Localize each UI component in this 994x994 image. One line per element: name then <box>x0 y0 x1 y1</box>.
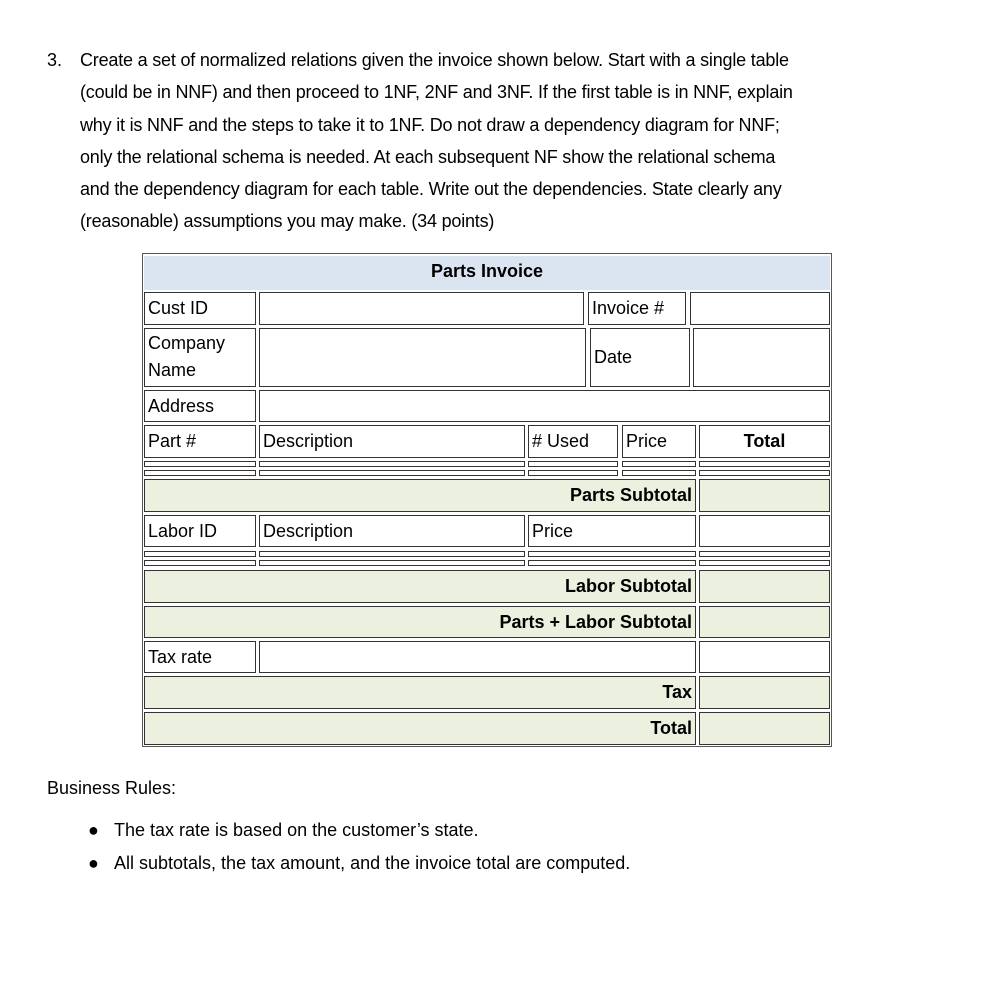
date-label: Date <box>590 328 690 387</box>
parts-labor-subtotal-value <box>699 606 830 638</box>
business-rule-text: The tax rate is based on the customer’s state. <box>114 820 479 840</box>
labor-price-header: Price <box>528 515 696 547</box>
question-line: why it is NNF and the steps to take it to 1NF. Do not draw a dependency diagram for NNF; <box>80 114 780 135</box>
parts-line-row <box>259 461 525 467</box>
parts-line-row <box>622 470 696 476</box>
tax-rate-label: Tax rate <box>144 641 256 673</box>
price-header: Price <box>622 425 696 458</box>
date-value <box>693 328 830 387</box>
business-rule-text: All subtotals, the tax amount, and the invoice total are computed. <box>114 853 631 873</box>
labor-subtotal-value <box>699 570 830 603</box>
parts-line-row <box>699 461 830 467</box>
invoice-title: Parts Invoice <box>144 256 830 290</box>
invoice-no-value <box>690 292 830 325</box>
labor-line-row <box>528 551 696 557</box>
question-line: and the dependency diagram for each table. Write out the dependencies. State clearly any <box>80 179 782 200</box>
labor-line-row <box>259 551 525 557</box>
parts-line-row <box>528 461 618 467</box>
parts-subtotal-value <box>699 479 830 512</box>
labor-subtotal-label: Labor Subtotal <box>144 570 696 603</box>
address-value <box>259 390 830 422</box>
tax-rate-extra <box>699 641 830 673</box>
invoice-no-label: Invoice # <box>588 292 686 325</box>
business-rules-heading: Business Rules: <box>47 778 177 798</box>
labor-line-row <box>144 560 256 566</box>
parts-line-row <box>144 461 256 467</box>
grand-total-value <box>699 712 830 745</box>
question-line: (reasonable) assumptions you may make. (34 points) <box>80 211 495 232</box>
question-line: only the relational schema is needed. At each subsequent NF show the relational schema <box>80 146 776 167</box>
parts-line-row <box>528 470 618 476</box>
question-number: 3. <box>47 50 63 70</box>
company-name-label: Company Name <box>144 328 256 387</box>
question-line: Create a set of normalized relations given the invoice shown below. Start with a single table <box>80 50 789 70</box>
cust-id-label: Cust ID <box>144 292 256 325</box>
parts-line-row <box>699 470 830 476</box>
parts-subtotal-label: Parts Subtotal <box>144 479 696 512</box>
company-name-value <box>259 328 586 387</box>
address-label: Address <box>144 390 256 422</box>
parts-line-row <box>622 461 696 467</box>
parts-line-row <box>259 470 525 476</box>
labor-id-header: Labor ID <box>144 515 256 547</box>
tax-label: Tax <box>144 676 696 709</box>
grand-total-label: Total <box>144 712 696 745</box>
labor-description-header: Description <box>259 515 525 547</box>
description-header: Description <box>259 425 525 458</box>
bullet-icon: ● <box>88 820 99 840</box>
labor-line-row <box>528 560 696 566</box>
labor-total-header <box>699 515 830 547</box>
total-header: Total <box>699 425 830 458</box>
parts-labor-subtotal-label: Parts + Labor Subtotal <box>144 606 696 638</box>
labor-line-row <box>144 551 256 557</box>
part-no-header: Part # <box>144 425 256 458</box>
parts-line-row <box>144 470 256 476</box>
cust-id-value <box>259 292 584 325</box>
tax-value <box>699 676 830 709</box>
tax-rate-value <box>259 641 696 673</box>
labor-line-row <box>699 551 830 557</box>
bullet-icon: ● <box>88 853 99 873</box>
used-header: # Used <box>528 425 618 458</box>
question-line: (could be in NNF) and then proceed to 1NF, 2NF and 3NF. If the first table is in NNF, explain <box>80 82 793 103</box>
labor-line-row <box>259 560 525 566</box>
labor-line-row <box>699 560 830 566</box>
